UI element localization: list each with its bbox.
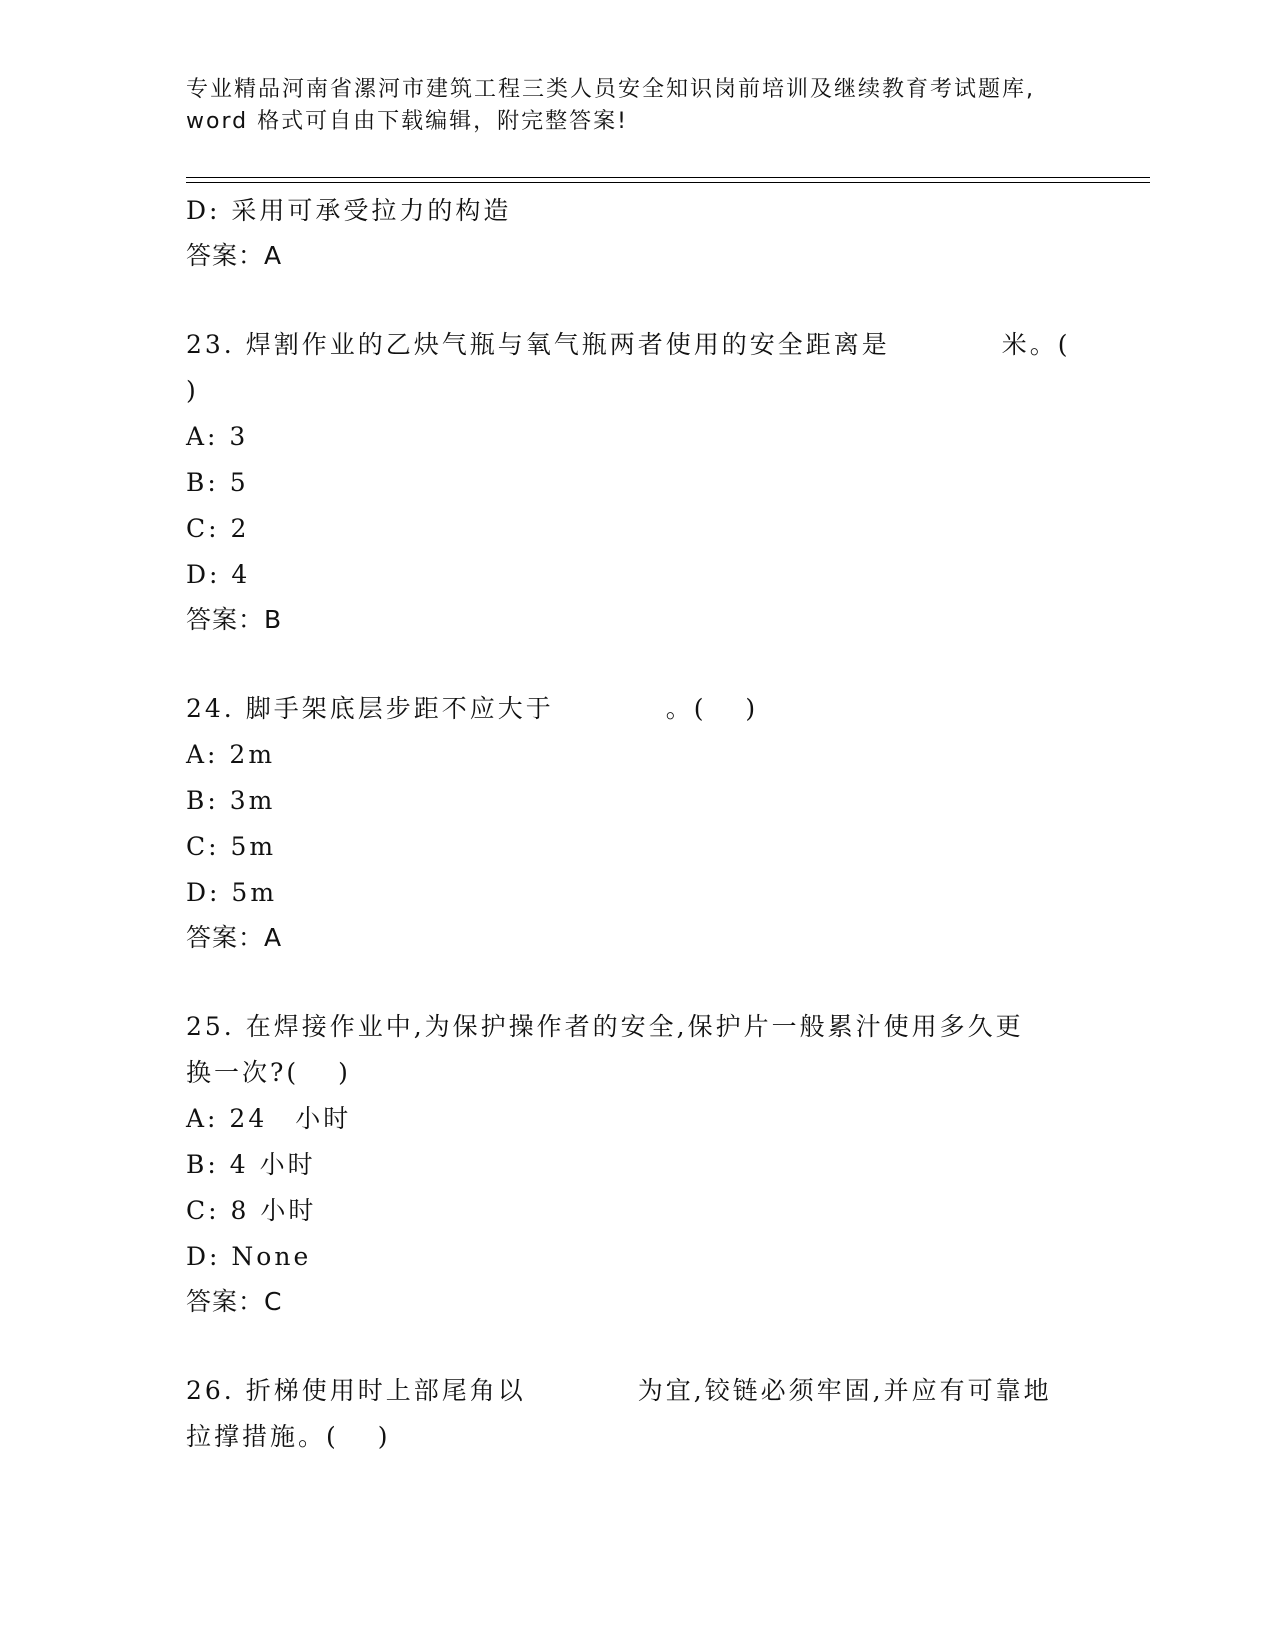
option-b: B: 5 — [186, 468, 249, 497]
option-c: C: 2 — [186, 514, 250, 543]
option-d: D: None — [186, 1242, 312, 1271]
question-list — [186, 188, 1086, 1460]
question-23 — [186, 322, 1086, 642]
option-b: B: 4 小时 — [186, 1150, 316, 1179]
option-d: D: 4 — [186, 560, 251, 589]
question-24 — [186, 686, 1086, 960]
header-rule-bottom — [186, 182, 1150, 183]
document-header — [186, 74, 1086, 138]
question-fragment — [186, 188, 1086, 278]
answer-line: 答案：B — [186, 605, 283, 634]
question-stem: 24. 脚手架底层步距不应大于 。( ) — [186, 694, 759, 723]
header-line-1: 专业精品河南省漯河市建筑工程三类人员安全知识岗前培训及继续教育考试题库, — [186, 77, 1035, 102]
header-line-2: word 格式可自由下载编辑，附完整答案! — [186, 109, 628, 134]
option-d: D: 5m — [186, 878, 278, 907]
answer-line: 答案：A — [186, 923, 283, 952]
option-a: A: 2m — [186, 740, 276, 769]
option-d: D: 采用可承受拉力的构造 — [186, 196, 512, 225]
option-a: A: 3 — [186, 422, 249, 451]
question-stem: 23. 焊割作业的乙炔气瓶与氧气瓶两者使用的安全距离是 米。( ) — [186, 330, 1071, 405]
answer-line: 答案：C — [186, 1287, 283, 1316]
question-26 — [186, 1368, 1086, 1460]
option-a: A: 24 小时 — [186, 1104, 352, 1133]
answer-line: 答案：A — [186, 241, 283, 270]
option-c: C: 8 小时 — [186, 1196, 317, 1225]
question-stem: 26. 折梯使用时上部尾角以 为宜,铰链必须牢固,并应有可靠地 拉撑措施。( ) — [186, 1376, 1052, 1451]
question-stem: 25. 在焊接作业中,为保护操作者的安全,保护片一般累汁使用多久更 换一次?( ) — [186, 1012, 1024, 1087]
option-b: B: 3m — [186, 786, 276, 815]
header-rule-top — [186, 177, 1150, 178]
question-25 — [186, 1004, 1086, 1324]
option-c: C: 5m — [186, 832, 277, 861]
